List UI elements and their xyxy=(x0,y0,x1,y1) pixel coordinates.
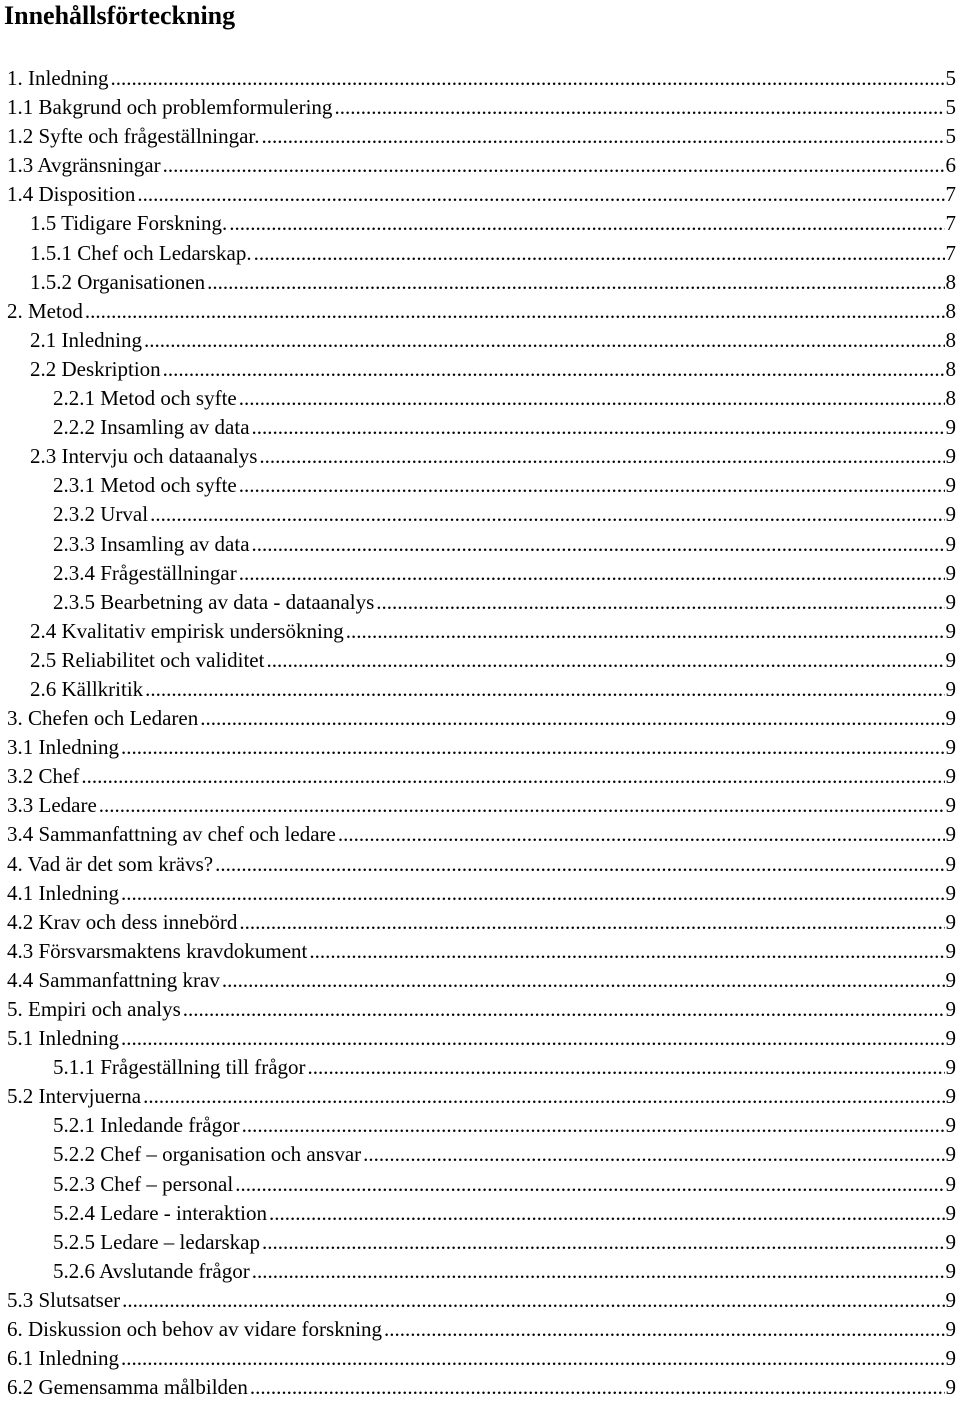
toc-page-number: 9 xyxy=(945,1026,956,1051)
toc-page-number: 9 xyxy=(945,793,956,818)
toc-dot-leader xyxy=(269,1199,945,1228)
toc-entry[interactable] xyxy=(0,791,960,820)
toc-entry[interactable] xyxy=(0,268,960,297)
toc-entry-label: 5.2.4 Ledare - interaktion xyxy=(53,1200,267,1225)
toc-page-number: 9 xyxy=(945,1375,956,1400)
toc-dot-leader xyxy=(254,239,945,268)
toc-page-number: 9 xyxy=(945,1200,956,1225)
toc-entry[interactable] xyxy=(0,820,960,849)
toc-page-number: 9 xyxy=(945,1171,956,1196)
toc-page-number: 9 xyxy=(945,851,956,876)
toc-dot-leader xyxy=(163,151,945,180)
toc-page-number: 9 xyxy=(945,502,956,527)
toc-entry[interactable] xyxy=(0,1373,960,1402)
toc-entry-label: 5.2.3 Chef – personal xyxy=(53,1171,234,1196)
toc-entry-label: 2.2.1 Metod och syfte xyxy=(53,386,237,411)
toc-dot-leader xyxy=(143,1082,944,1111)
toc-dot-leader xyxy=(121,1024,945,1053)
toc-page-number: 5 xyxy=(945,66,956,90)
toc-page-number: 9 xyxy=(945,589,956,614)
toc-dot-leader xyxy=(222,966,945,995)
toc-entry[interactable] xyxy=(0,1082,960,1111)
toc-entry[interactable] xyxy=(0,1199,960,1228)
toc-dot-leader xyxy=(150,500,944,529)
toc-entry-label: 4.1 Inledning xyxy=(7,880,119,905)
toc-entry[interactable] xyxy=(0,1286,960,1315)
toc-entry-label: 4.2 Krav och dess innebörd xyxy=(7,909,238,934)
toc-page-number: 8 xyxy=(945,356,956,381)
toc-entry[interactable] xyxy=(0,1140,960,1169)
toc-entry[interactable] xyxy=(0,355,960,384)
toc-page-number: 9 xyxy=(945,618,956,643)
toc-dot-leader xyxy=(338,820,945,849)
toc-dot-leader xyxy=(239,908,944,937)
toc-dot-leader xyxy=(239,559,945,588)
toc-dot-leader xyxy=(239,471,945,500)
toc-entry[interactable] xyxy=(0,937,960,966)
toc-entry-label: 1.1 Bakgrund och problemformulering xyxy=(7,95,333,120)
toc-dot-leader xyxy=(183,995,945,1024)
toc-entry-label: 1.2 Syfte och frågeställningar. xyxy=(7,124,260,149)
toc-entry-label: 2.3.5 Bearbetning av data - dataanalys xyxy=(53,589,375,614)
toc-entry-label: 4.3 Försvarsmaktens kravdokument xyxy=(7,938,308,963)
toc-page-number: 9 xyxy=(945,967,956,992)
toc-entry-label: 3.4 Sammanfattning av chef och ledare xyxy=(7,822,336,847)
toc-entry[interactable] xyxy=(0,151,960,180)
toc-entry-label: 2. Metod xyxy=(7,298,83,323)
toc-dot-leader xyxy=(252,413,945,442)
toc-entry-label: 6. Diskussion och behov av vidare forskning xyxy=(7,1317,383,1342)
toc-dot-leader xyxy=(163,355,945,384)
toc-page-number: 9 xyxy=(945,938,956,963)
toc-page-number: 9 xyxy=(945,415,956,440)
toc-page-number: 6 xyxy=(945,153,956,178)
toc-entry[interactable] xyxy=(0,1228,960,1257)
toc-entry-label: 5.3 Slutsatser xyxy=(7,1287,121,1312)
toc-dot-leader xyxy=(235,1170,944,1199)
toc-entry-label: 4.4 Sammanfattning krav xyxy=(7,967,220,992)
toc-page-number: 9 xyxy=(945,1346,956,1371)
toc-dot-leader xyxy=(309,937,944,966)
toc-dot-leader xyxy=(145,675,944,704)
toc-page-number: 9 xyxy=(945,822,956,847)
toc-entry-label: 3.2 Chef xyxy=(7,764,80,789)
toc-page-number: 8 xyxy=(945,327,956,352)
toc-entry-label: 5.1.1 Frågeställning till frågor xyxy=(53,1055,306,1080)
toc-entry[interactable] xyxy=(0,471,960,500)
toc-entry-label: 2.4 Kvalitativ empirisk undersökning xyxy=(30,618,344,643)
toc-entry[interactable] xyxy=(0,762,960,791)
toc-dot-leader xyxy=(121,879,945,908)
toc-entry[interactable] xyxy=(0,879,960,908)
toc-page-number: 8 xyxy=(945,386,956,411)
toc-page-number: 9 xyxy=(945,676,956,701)
toc-entry[interactable] xyxy=(0,93,960,122)
toc-page-number: 9 xyxy=(945,473,956,498)
toc-dot-leader xyxy=(215,850,944,879)
toc-page-number: 9 xyxy=(945,1317,956,1342)
toc-entry-label: 5. Empiri och analys xyxy=(7,997,181,1021)
toc-page-number: 9 xyxy=(945,735,956,760)
toc-dot-leader xyxy=(81,762,944,791)
toc-page-number: 8 xyxy=(945,269,956,294)
toc-entry[interactable] xyxy=(0,1344,960,1373)
toc-entry[interactable] xyxy=(0,122,960,151)
toc-page-number: 9 xyxy=(945,997,956,1021)
toc-entry[interactable] xyxy=(0,704,960,733)
toc-dot-leader xyxy=(85,297,945,326)
toc-entry-label: 3. Chefen och Ledaren xyxy=(7,706,199,731)
toc-entry[interactable] xyxy=(0,1170,960,1199)
toc-page-number: 9 xyxy=(945,647,956,672)
toc-page-number: 9 xyxy=(945,1084,956,1109)
toc-entry[interactable] xyxy=(0,850,960,879)
toc-title: Innehållsförteckning xyxy=(4,1,236,30)
toc-entry-label: 2.5 Reliabilitet och validitet xyxy=(30,647,265,672)
toc-entry-label: 5.2.1 Inledande frågor xyxy=(53,1113,240,1138)
toc-page-number: 9 xyxy=(945,764,956,789)
toc-entry[interactable] xyxy=(0,297,960,326)
toc-page-number: 7 xyxy=(945,182,956,207)
toc-dot-leader xyxy=(262,1228,945,1257)
toc-entry-label: 1.5.2 Organisationen xyxy=(30,269,206,294)
toc-page-number: 9 xyxy=(945,1229,956,1254)
toc-entry-label: 1.4 Disposition xyxy=(7,182,136,207)
toc-dot-leader xyxy=(376,588,944,617)
toc-page-number: 9 xyxy=(945,1287,956,1312)
toc-entry[interactable] xyxy=(0,675,960,704)
toc-dot-leader xyxy=(242,1111,945,1140)
toc-page-number: 9 xyxy=(945,1055,956,1080)
toc-entry-label: 2.3 Intervju och dataanalys xyxy=(30,444,258,469)
toc-dot-leader xyxy=(122,1286,944,1315)
toc-dot-leader xyxy=(346,617,945,646)
toc-entry-label: 3.3 Ledare xyxy=(7,793,97,818)
toc-entry[interactable] xyxy=(0,617,960,646)
table-of-contents xyxy=(0,64,960,1402)
toc-entry[interactable] xyxy=(0,500,960,529)
toc-dot-leader xyxy=(99,791,945,820)
toc-entry[interactable] xyxy=(0,239,960,268)
toc-entry-label: 5.2 Intervjuerna xyxy=(7,1084,142,1109)
toc-page-number: 9 xyxy=(945,444,956,469)
toc-entry[interactable] xyxy=(0,646,960,675)
toc-entry-label: 2.3.3 Insamling av data xyxy=(53,531,250,556)
toc-entry-label: 1. Inledning xyxy=(7,66,109,90)
toc-entry-label: 5.1 Inledning xyxy=(7,1026,119,1051)
toc-entry-label: 1.3 Avgränsningar xyxy=(7,153,161,178)
toc-dot-leader xyxy=(384,1315,944,1344)
toc-dot-leader xyxy=(144,326,945,355)
toc-dot-leader xyxy=(121,733,945,762)
toc-entry-label: 2.1 Inledning xyxy=(30,327,142,352)
toc-page-number: 9 xyxy=(945,880,956,905)
toc-entry[interactable] xyxy=(0,384,960,413)
toc-entry-label: 2.3.1 Metod och syfte xyxy=(53,473,237,498)
toc-entry-label: 2.6 Källkritik xyxy=(30,676,144,701)
toc-page-number: 9 xyxy=(945,560,956,585)
toc-entry[interactable] xyxy=(0,1111,960,1140)
toc-page-number: 7 xyxy=(945,240,956,265)
toc-entry[interactable] xyxy=(0,559,960,588)
toc-dot-leader xyxy=(259,442,944,471)
toc-entry-label: 6.2 Gemensamma målbilden xyxy=(7,1375,248,1400)
toc-page-number: 9 xyxy=(945,1258,956,1283)
toc-page-number: 5 xyxy=(945,95,956,120)
toc-entry[interactable] xyxy=(0,413,960,442)
toc-entry[interactable] xyxy=(0,966,960,995)
toc-entry-label: 2.3.4 Frågeställningar xyxy=(53,560,237,585)
toc-dot-leader xyxy=(252,530,945,559)
toc-dot-leader xyxy=(229,209,944,238)
toc-entry[interactable] xyxy=(0,733,960,762)
toc-entry[interactable] xyxy=(0,64,960,93)
toc-page-number: 8 xyxy=(945,298,956,323)
toc-page-number: 9 xyxy=(945,706,956,731)
toc-dot-leader xyxy=(250,1373,945,1402)
toc-entry-label: 6.1 Inledning xyxy=(7,1346,119,1371)
toc-page-number: 9 xyxy=(945,531,956,556)
toc-page-number: 5 xyxy=(945,124,956,149)
toc-page-number: 9 xyxy=(945,1113,956,1138)
toc-entry[interactable] xyxy=(0,1053,960,1082)
toc-entry[interactable] xyxy=(0,588,960,617)
toc-page-number: 9 xyxy=(945,909,956,934)
toc-entry[interactable] xyxy=(0,1024,960,1053)
toc-dot-leader xyxy=(266,646,944,675)
toc-entry-label: 3.1 Inledning xyxy=(7,735,119,760)
toc-dot-leader xyxy=(110,64,944,93)
toc-entry-label: 2.2.2 Insamling av data xyxy=(53,415,250,440)
toc-page-number: 7 xyxy=(945,211,956,236)
toc-entry[interactable] xyxy=(0,1315,960,1344)
toc-dot-leader xyxy=(121,1344,945,1373)
toc-entry-label: 5.2.5 Ledare – ledarskap xyxy=(53,1229,260,1254)
toc-dot-leader xyxy=(200,704,944,733)
toc-entry-label: 5.2.2 Chef – organisation och ansvar xyxy=(53,1142,362,1167)
toc-dot-leader xyxy=(239,384,945,413)
toc-entry[interactable] xyxy=(0,1257,960,1286)
toc-entry[interactable] xyxy=(0,908,960,937)
toc-entry[interactable] xyxy=(0,995,960,1024)
toc-dot-leader xyxy=(262,122,945,151)
toc-entry-label: 2.3.2 Urval xyxy=(53,502,149,527)
toc-dot-leader xyxy=(137,180,944,209)
toc-dot-leader xyxy=(334,93,944,122)
toc-dot-leader xyxy=(363,1140,944,1169)
toc-entry[interactable] xyxy=(0,209,960,238)
toc-entry[interactable] xyxy=(0,442,960,471)
toc-dot-leader xyxy=(252,1257,945,1286)
toc-entry-label: 1.5.1 Chef och Ledarskap. xyxy=(30,240,252,265)
toc-entry[interactable] xyxy=(0,326,960,355)
toc-dot-leader xyxy=(308,1053,945,1082)
toc-page-number: 9 xyxy=(945,1142,956,1167)
toc-entry-label: 4. Vad är det som krävs? xyxy=(7,851,214,876)
toc-entry[interactable] xyxy=(0,530,960,559)
toc-entry-label: 1.5 Tidigare Forskning. xyxy=(30,211,228,236)
toc-entry-label: 5.2.6 Avslutande frågor xyxy=(53,1258,250,1283)
toc-entry-label: 2.2 Deskription xyxy=(30,356,161,381)
toc-entry[interactable] xyxy=(0,180,960,209)
toc-dot-leader xyxy=(207,268,944,297)
